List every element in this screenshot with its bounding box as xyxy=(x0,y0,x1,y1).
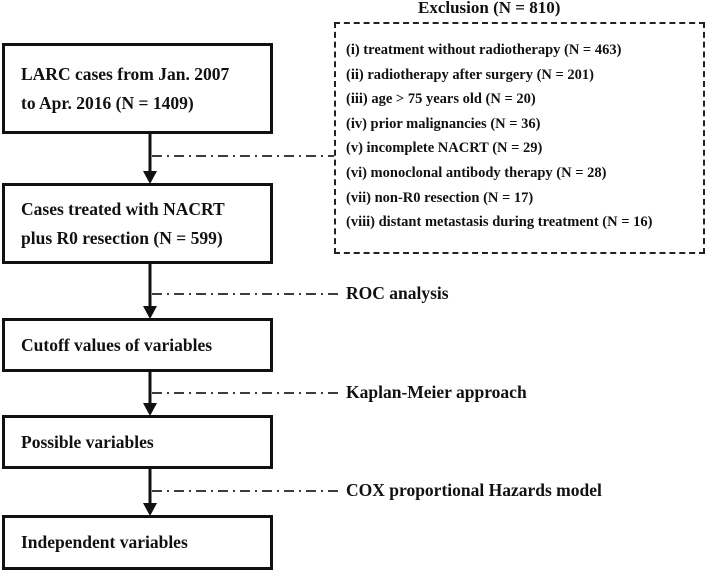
box-larc-cases xyxy=(2,43,273,134)
exclusion-item: (i) treatment without radiotherapy (N = 463) xyxy=(346,42,622,58)
exclusion-item: (iii) age > 75 years old (N = 20) xyxy=(346,91,536,108)
box-independent-variables-label: Independent variables xyxy=(21,532,188,552)
exclusion-item: (v) incomplete NACRT (N = 29) xyxy=(346,140,543,157)
exclusion-item: (iv) prior malignancies (N = 36) xyxy=(346,115,541,132)
exclusion-list xyxy=(346,38,652,235)
exclusion-item: (vi) monoclonal antibody therapy (N = 28) xyxy=(346,164,607,181)
box-larc-cases-line1: LARC cases from Jan. 2007 xyxy=(21,63,230,84)
step-roc-analysis: ROC analysis xyxy=(346,283,449,303)
box-treated-cases-line2: plus R0 resection (N = 599) xyxy=(21,227,223,248)
box-treated-cases-text xyxy=(21,195,225,253)
box-larc-cases-line2: to Apr. 2016 (N = 1409) xyxy=(21,92,194,113)
step-cox-model: COX proportional Hazards model xyxy=(346,480,602,500)
exclusion-title: Exclusion (N = 810) xyxy=(418,0,561,17)
box-possible-variables-label: Possible variables xyxy=(21,431,154,452)
step-kaplan-meier: Kaplan-Meier approach xyxy=(346,382,527,402)
box-treated-cases-line1: Cases treated with NACRT xyxy=(21,198,225,219)
exclusion-item: (viii) distant metastasis during treatment (N = 16) xyxy=(346,214,653,231)
box-possible-variables xyxy=(2,415,273,469)
box-cutoff-values-label: Cutoff values of variables xyxy=(21,334,213,355)
box-larc-cases-text xyxy=(21,60,229,118)
box-independent-variables xyxy=(2,515,273,570)
box-cutoff-values xyxy=(2,318,273,372)
box-treated-cases xyxy=(2,183,273,264)
exclusion-item: (vii) non-R0 resection (N = 17) xyxy=(346,189,534,206)
exclusion-item: (ii) radiotherapy after surgery (N = 201) xyxy=(346,66,594,83)
